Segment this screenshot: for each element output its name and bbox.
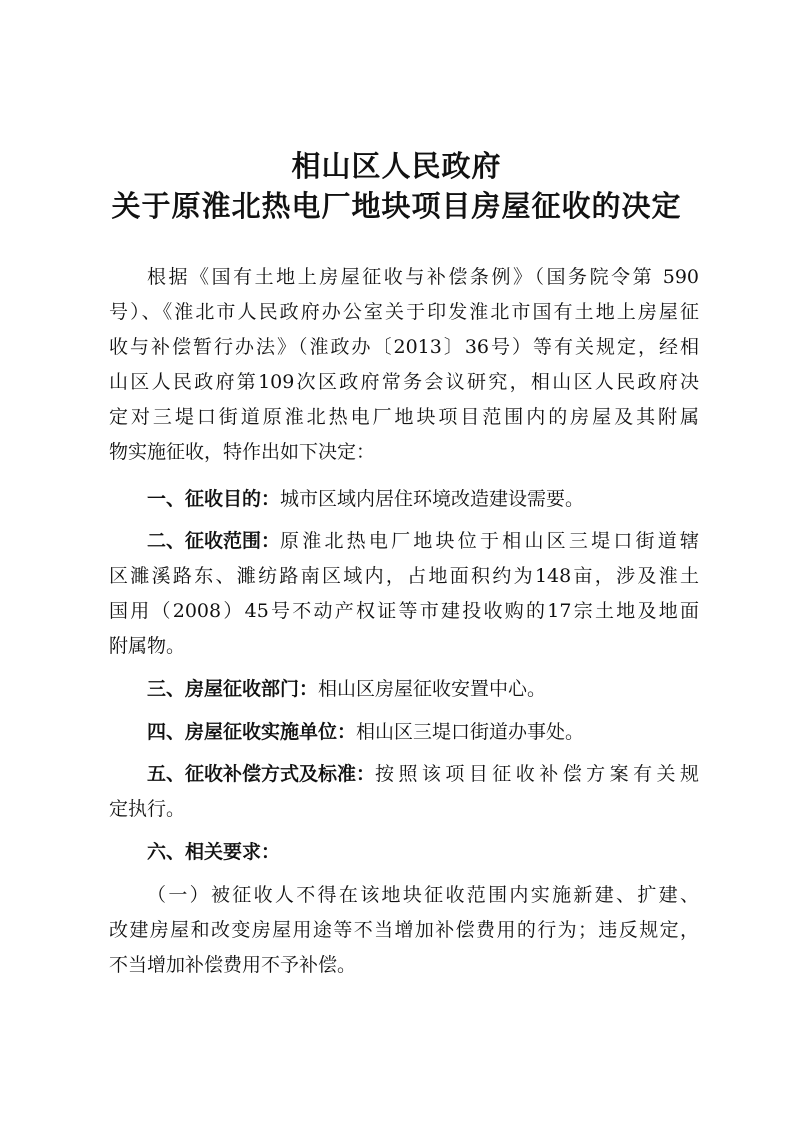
intro-line-4: 山区人民政府第109次区政府常务会议研究，相山区人民政府决 <box>109 371 699 393</box>
item-3-heading: 三、房屋征收部门： <box>147 678 319 700</box>
item-1-text: 城市区域内居住环境改造建设需要。 <box>280 488 585 510</box>
item-5-line-1 <box>147 759 699 786</box>
item-1-heading: 一、征收目的： <box>147 488 281 510</box>
item-3-text: 相山区房屋征收安置中心。 <box>318 678 547 700</box>
item-4 <box>147 717 584 744</box>
item-4-heading: 四、房屋征收实施单位： <box>147 721 357 743</box>
item-6-sub-1-line-3: 不当增加补偿费用不予补偿。 <box>109 954 357 976</box>
item-1 <box>147 484 584 511</box>
item-6-heading: 六、相关要求： <box>147 841 281 863</box>
item-2-text-1: 原淮北热电厂地块位于相山区三堤口街道辖 <box>280 530 699 552</box>
intro-line-1: 根据《国有土地上房屋征收与补偿条例》（国务院令第 590 <box>147 266 699 288</box>
item-3 <box>147 674 546 701</box>
item-6-sub-1-line-2: 改建房屋和改变房屋用途等不当增加补偿费用的行为；违反规定， <box>109 919 699 941</box>
item-5-line-2: 定执行。 <box>109 798 186 820</box>
item-6-sub-1-line-1: （一）被征收人不得在该地块征收范围内实施新建、扩建、 <box>147 884 699 906</box>
item-2-heading: 二、征收范围： <box>147 530 281 552</box>
item-2-line-1 <box>147 526 699 553</box>
item-2-line-4: 附属物。 <box>109 635 186 657</box>
item-4-text: 相山区三堤口街道办事处。 <box>356 721 585 743</box>
intro-line-2: 号）、《淮北市人民政府办公室关于印发淮北市国有土地上房屋征 <box>109 301 699 323</box>
intro-line-3: 收与补偿暂行办法》（淮政办〔2013〕36号）等有关规定，经相 <box>109 336 699 358</box>
intro-line-6: 物实施征收，特作出如下决定： <box>109 441 376 463</box>
document-title-subject: 关于原淮北热电厂地块项目房屋征收的决定 <box>111 189 682 223</box>
item-5-heading: 五、征收补偿方式及标准： <box>147 763 376 785</box>
intro-line-5: 定对三堤口街道原淮北热电厂地块项目范围内的房屋及其附属 <box>109 406 699 428</box>
item-5-text-1: 按照该项目征收补偿方案有关规 <box>375 763 699 785</box>
item-2-line-2: 区濉溪路东、濉纺路南区域内，占地面积约为148亩，涉及淮土 <box>109 565 699 587</box>
item-2-line-3: 国用（2008）45号不动产权证等市建投收购的17宗土地及地面 <box>109 600 699 622</box>
document-title-issuer: 相山区人民政府 <box>291 149 502 183</box>
